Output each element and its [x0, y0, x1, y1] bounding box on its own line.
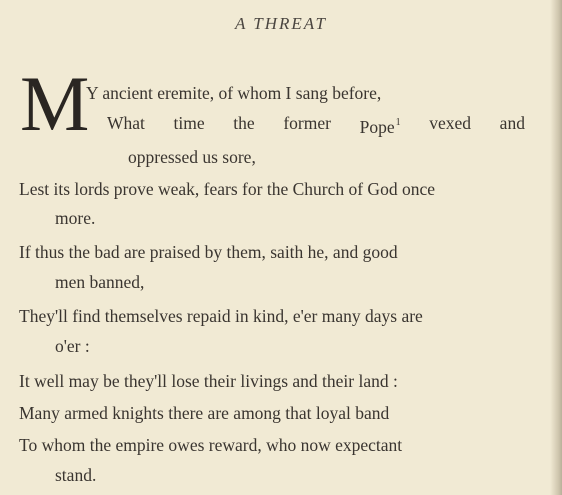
poem-line-4: Lest its lords prove weak, fears for the Church of God once	[19, 179, 435, 199]
poem-line-11: Many armed knights there are among that loyal band	[19, 403, 390, 423]
poem-line-3: oppressed us sore,	[128, 147, 256, 167]
poem-word: and	[499, 113, 525, 133]
poem-word: the	[233, 113, 255, 133]
poem-line-12: To whom the empire owes reward, who now expectant	[19, 435, 403, 455]
poem-line-8: They'll find themselves repaid in kind, e'er many days are	[19, 306, 423, 326]
poem-word-pope: Pope$^1$	[359, 117, 401, 137]
poem-line-7: men banned,	[55, 272, 145, 292]
drop-cap-letter: M	[20, 60, 90, 147]
poem-word: former	[283, 113, 331, 133]
poem-word: vexed	[429, 113, 472, 133]
poem-line-6: If thus the bad are praised by them, saith he, and good	[19, 242, 398, 262]
poem-line-5: more.	[55, 208, 96, 228]
poem-word: What	[107, 113, 145, 133]
poem-line-2	[107, 113, 525, 137]
page-edge-shadow	[550, 0, 562, 495]
poem-line-1: Y ancient eremite, of whom I sang before,	[86, 83, 382, 103]
poem-line-10: It well may be they'll lose their livings and their land :	[19, 371, 398, 391]
footnote-marker: 1	[395, 117, 401, 128]
poem-title: A THREAT	[234, 14, 328, 33]
poem-word: time	[173, 113, 205, 133]
poem-line-13: stand.	[55, 465, 97, 485]
poem-line-9: o'er :	[55, 336, 90, 356]
